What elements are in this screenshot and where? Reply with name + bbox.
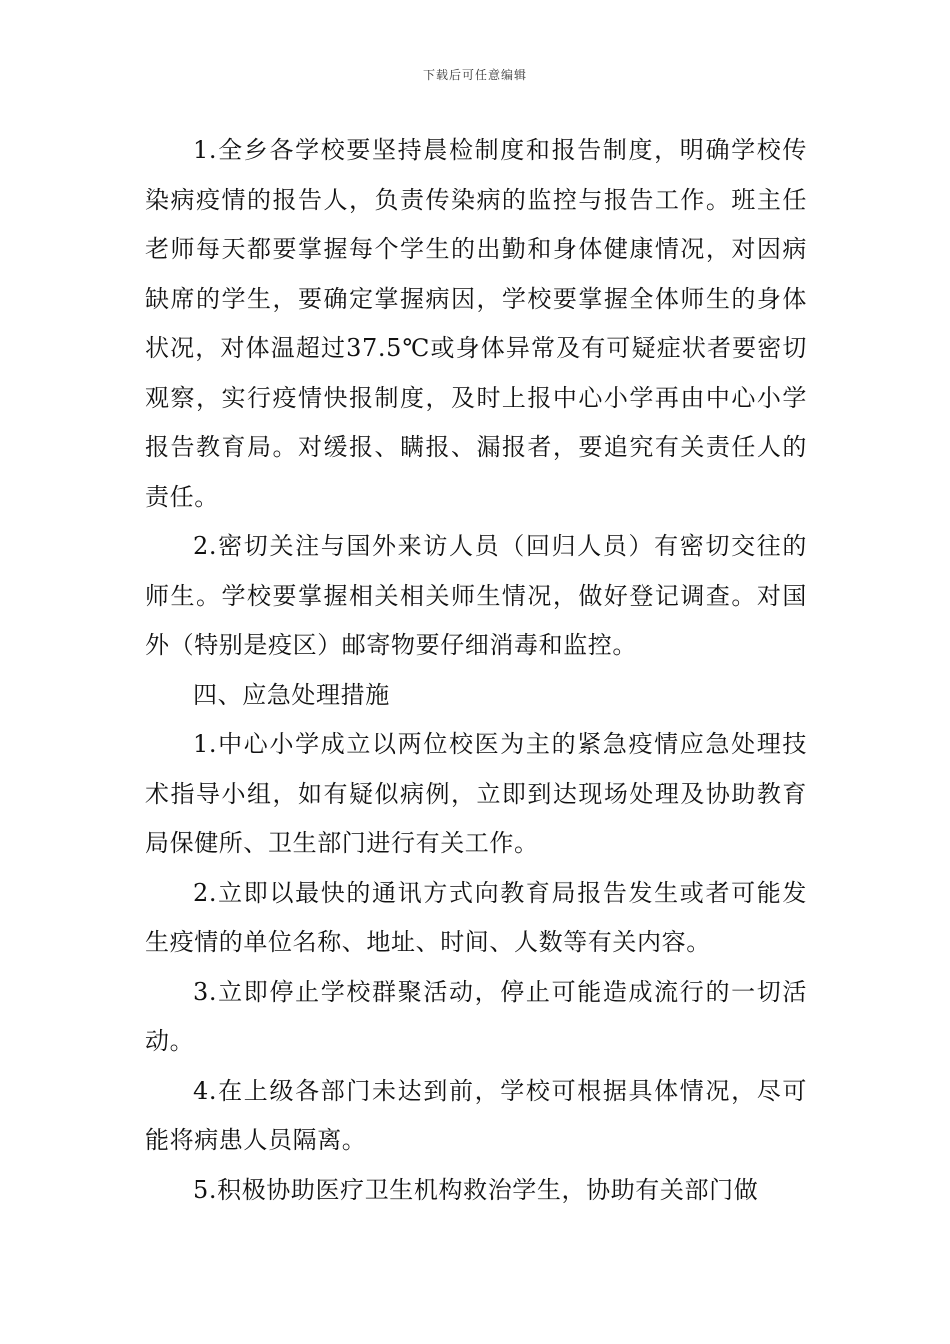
paragraph-1: 1.全乡各学校要坚持晨检制度和报告制度，明确学校传染病疫情的报告人，负责传染病的监控与报告工作。班主任老师每天都要掌握每个学生的出勤和身体健康情况，对因病缺席的学生，要确定掌握病因，学校要掌握全体师生的身体状况，对体温超过37.5℃或身体异常及有可疑症状者要密切观察，实行疫情快报制度，及时上报中心小学再由中心小学报告教育局。对缓报、瞒报、漏报者，要追究有关责任人的责任。 bbox=[145, 136, 807, 511]
paragraph-2: 2.密切关注与国外来访人员（回归人员）有密切交往的师生。学校要掌握相关相关师生情况，做好登记调查。对国外（特别是疫区）邮寄物要仔细消毒和监控。 bbox=[145, 532, 807, 659]
paragraph-4: 2.立即以最快的通讯方式向教育局报告发生或者可能发生疫情的单位名称、地址、时间、人数等有关内容。 bbox=[145, 878, 807, 956]
paragraph-5: 3.立即停止学校群聚活动，停止可能造成流行的一切活动。 bbox=[145, 977, 807, 1055]
paragraph-3: 1.中心小学成立以两位校医为主的紧急疫情应急处理技术指导小组，如有疑似病例，立即到达现场处理及协助教育局保健所、卫生部门进行有关工作。 bbox=[145, 730, 807, 857]
page-header: 下载后可任意编辑 bbox=[422, 68, 527, 82]
paragraph-7: 5.积极协助医疗卫生机构救治学生，协助有关部门做 bbox=[193, 1175, 759, 1204]
paragraph-6: 4.在上级各部门未达到前，学校可根据具体情况，尽可能将病患人员隔离。 bbox=[145, 1076, 807, 1154]
document-body bbox=[145, 126, 807, 1215]
section-heading: 四、应急处理措施 bbox=[193, 680, 390, 709]
